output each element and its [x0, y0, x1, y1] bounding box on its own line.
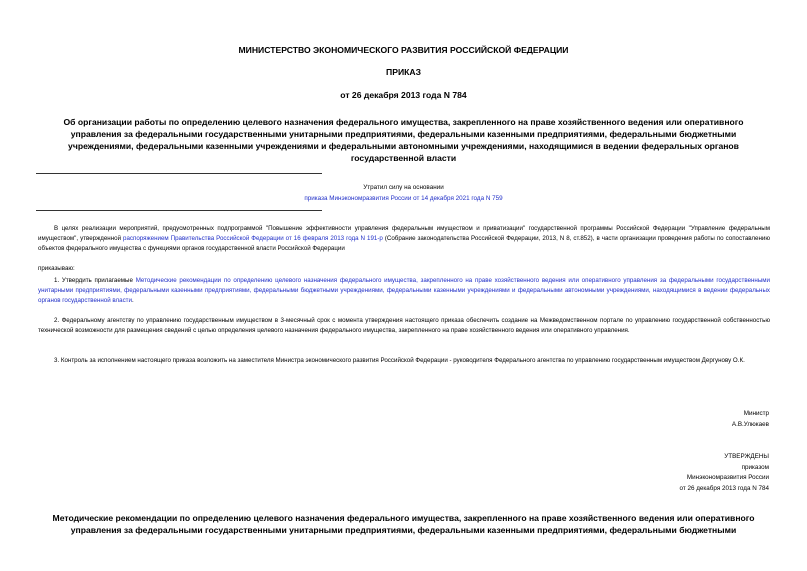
bottom-divider — [36, 210, 322, 211]
approved-ministry: Минэкономразвития России — [686, 474, 769, 482]
signature-block — [569, 409, 769, 430]
signature-position: Министр — [743, 410, 769, 417]
government-decree-link[interactable]: распоряжением Правительства Российской Федерации от 16 февраля 2013 года N 191-р — [123, 235, 383, 243]
repeal-note — [0, 194, 807, 204]
item-2-text: 2. Федеральному агентству по управлению государственным имуществом в 3-месячный срок с момента утверждения настоящего приказа обеспечить создание на Межведомственном портале по управлению государственной собственностью технической возможности для размещения сведений с целью определения целевого назначения федерального имущества, закрепленного на праве хозяйственного ведения или оперативного управления. — [38, 317, 770, 335]
top-divider — [36, 173, 322, 174]
approval-block — [569, 452, 769, 494]
annex-title: Методические рекомендации по определению целевого назначения федерального имущества, закрепленного на праве хозяйственного ведения или оперативного управления за федеральными государственными унитарными предприятиями, федеральными казенными предприятиями, федеральными бюджетными — [52, 513, 755, 535]
repeal-order-link[interactable]: приказа Минэкономразвития России от 14 декабря 2021 года N 759 — [304, 195, 503, 202]
item-3-paragraph — [38, 356, 770, 366]
item-1-paragraph — [38, 276, 770, 307]
approved-by: приказом — [741, 463, 769, 471]
preamble-paragraph — [38, 224, 770, 255]
item-1-prefix: 1. Утвердить прилагаемые — [54, 277, 136, 284]
item-3-text: 3. Контроль за исполнением настоящего приказа возложить на заместителя Министра экономического развития Российской Федерации - руководителя Федерального агентства по управлению государственным имуществом Дергунову О.К. — [54, 357, 745, 364]
preamble-text-1: В целях реализации мероприятий, предусмотренных подпрограммой "Повышение эффективности управления федеральным имуществом и приватизации" государственной программы Российской Федерации "Управление федеральным имуществом", утвержденной — [38, 225, 770, 243]
order-title: Об организации работы по определению целевого назначения федерального имущества, закрепленного на праве хозяйственного ведения или оперативного управления за федеральными государственными унитарными предприятиями, федеральными казенными предприятиями, федеральными бюджетными учреждениями, федеральными казенными учреждениями и федеральными автономными учреждениями, находящимися в ведении федеральных органов государственной власти — [63, 117, 744, 163]
doc-date-number: от 26 декабря 2013 года N 784 — [340, 90, 467, 100]
methodical-recommendations-link[interactable]: Методические рекомендации по определению целевого назначения федерального имущества, закрепленного на праве хозяйственного ведения или оперативного управления за федеральными государственными унитарными предприятиями, федеральными казенными предприятиями, федеральными бюджетными учреждениями, федеральными казенными учреждениями и федеральными автономными учреждениями, находящимися в ведении федеральных органов государственной власти — [38, 277, 770, 305]
order-word: приказываю: — [38, 265, 75, 272]
ministry-heading: МИНИСТЕРСТВО ЭКОНОМИЧЕСКОГО РАЗВИТИЯ РОССИЙСКОЙ ФЕДЕРАЦИИ — [238, 45, 569, 55]
signature-name: А.В.Улюкаев — [731, 420, 769, 428]
approved-word: УТВЕРЖДЕНЫ — [724, 453, 769, 460]
repeal-line: Утратил силу на основании — [363, 184, 444, 191]
item-1-suffix: . — [131, 297, 134, 305]
approved-date: от 26 декабря 2013 года N 784 — [679, 484, 769, 492]
item-2-paragraph — [38, 316, 770, 336]
doc-type-heading: ПРИКАЗ — [386, 67, 421, 77]
preamble-text-2: (Собрание законодательства Российской Федерации, 2013, N 8, ст.852), в части организации проведения работы по сопоставлению объектов федерального имущества с функциями органов государственной власти Российской Федерации — [38, 235, 771, 253]
